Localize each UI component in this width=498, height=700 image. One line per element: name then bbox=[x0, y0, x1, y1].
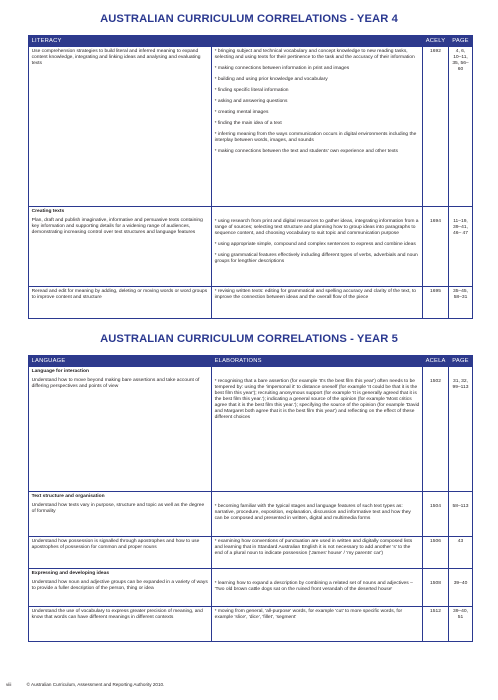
year4-correlation-table bbox=[28, 35, 473, 319]
curriculum-code: 1504 bbox=[423, 492, 449, 537]
page-reference: 4, 6, 10–11, 35, 56–60 bbox=[449, 47, 473, 207]
table-row bbox=[29, 569, 473, 607]
table-row bbox=[29, 47, 473, 207]
page-header: PAGE bbox=[449, 356, 473, 367]
strand-header: LANGUAGE bbox=[29, 356, 212, 367]
elaboration-item: * creating mental images bbox=[214, 109, 269, 115]
elaborations-header: ELABORATIONS bbox=[212, 356, 423, 367]
content-description: Use comprehension strategies to build literal and inferred meaning to expand content knowledge, integrating and linking ideas and analysing and evaluating texts bbox=[31, 49, 201, 67]
page-reference: 43 bbox=[449, 537, 473, 569]
section-heading: Text structure and organisation bbox=[31, 494, 105, 500]
page-number: viii bbox=[6, 682, 12, 687]
elaboration-item: * asking and answering questions bbox=[214, 98, 288, 104]
elaborations-cell bbox=[212, 207, 423, 287]
content-description-cell bbox=[29, 607, 212, 642]
table-row bbox=[29, 537, 473, 569]
curriculum-code: 1502 bbox=[423, 367, 449, 492]
copyright-notice: © Australian Curriculum, Assessment and Reporting Authority 2010. bbox=[26, 682, 165, 687]
content-description: Reread and edit for meaning by adding, deleting or moving words or word groups to improve content and structure bbox=[31, 289, 208, 301]
elaboration-item: * finding the main idea of a text bbox=[214, 120, 282, 126]
content-description-cell bbox=[29, 207, 212, 287]
year4-title: AUSTRALIAN CURRICULUM CORRELATIONS - YEAR 4 bbox=[100, 13, 398, 25]
header-row bbox=[29, 356, 473, 367]
curriculum-code: 1508 bbox=[423, 569, 449, 607]
table-row bbox=[29, 367, 473, 492]
year5-correlation-table bbox=[28, 355, 473, 642]
section-heading: Language for interaction bbox=[31, 369, 89, 375]
page-reference: 31, 32, 99–113 bbox=[449, 367, 473, 492]
elaboration-item: * building and using prior knowledge and vocabulary bbox=[214, 77, 328, 83]
elaboration-item: * bringing subject and technical vocabulary and concept knowledge to new reading tasks, selecting and using texts for their pertinence to the task and the accuracy of their information bbox=[214, 49, 415, 61]
elaboration-item: * using appropriate simple, compound and complex sentences to express and combine ideas bbox=[214, 242, 416, 248]
elaborations-cell bbox=[212, 537, 423, 569]
content-description: Understand the use of vocabulary to express greater precision of meaning, and know that words can have different meanings in different contexts bbox=[31, 609, 203, 621]
elaboration-item: * recognising that a bare assertion (for example 'It's the best film this year') often needs to be tempered by: using the 'impersonal it' to distance oneself (for example 'It could be that it is the best film this year'); recruiting anonymous support (for example 'It is generally agreed that it is the best film this year.'); indicating a general source of the opinion (for example 'Most critics agree that it is the best film this year.'); specifying the source of the opinion (for example 'David and Margaret both agree that it is the best film this year') and reflecting on the effect of these different choices bbox=[214, 379, 420, 420]
strand-header: LITERACY bbox=[29, 36, 212, 47]
code-header: ACELA bbox=[423, 356, 449, 367]
elaboration-item: * becoming familiar with the typical stages and language features of such text types as: narrative, procedure, exposition, explanation, discussion and informative text and how they can be composed and presented in written, digital and multimedia forms bbox=[214, 504, 411, 522]
elaboration-item: * learning how to expand a description by combining a related set of nouns and adjectives – 'Two old brown cattle dogs sat on the ruined front verandah of the deserted house' bbox=[214, 581, 413, 593]
elaborations-cell bbox=[212, 367, 423, 492]
content-description: Understand how noun and adjective groups can be expanded in a variety of ways to provide a fuller description of the person, thing or idea bbox=[31, 580, 208, 592]
curriculum-code: 1694 bbox=[423, 207, 449, 287]
table-row bbox=[29, 492, 473, 537]
elaboration-item: * revising written texts: editing for grammatical and spelling accuracy and clarity of the text, to improve the connection between ideas and the overall flow of the piece bbox=[214, 289, 417, 301]
content-description: Understand how to move beyond making bare assertions and take account of differing perspectives and points of view bbox=[31, 378, 200, 390]
elaborations-cell bbox=[212, 287, 423, 319]
curriculum-code: 1692 bbox=[423, 47, 449, 207]
elaborations-cell bbox=[212, 607, 423, 642]
content-description-cell bbox=[29, 47, 212, 207]
curriculum-code: 1506 bbox=[423, 537, 449, 569]
content-description-cell bbox=[29, 367, 212, 492]
table-row bbox=[29, 607, 473, 642]
section-heading: Creating texts bbox=[31, 209, 65, 215]
curriculum-code: 1512 bbox=[423, 607, 449, 642]
header-row bbox=[29, 36, 473, 47]
page-reference: 39–40 bbox=[449, 569, 473, 607]
elaboration-item: * examining how conventions of punctuation are used in written and digitally composed lists and learning that in Standard Australian English it is not necessary to add another 's' to the end of a plural noun to indicate possession ('James' house' / 'my parents' car') bbox=[214, 539, 413, 557]
content-description-cell bbox=[29, 569, 212, 607]
curriculum-code: 1695 bbox=[423, 287, 449, 319]
page-reference: 35–45, 58–31 bbox=[449, 287, 473, 319]
page-reference: 11–19, 39–41, 46– 47 bbox=[449, 207, 473, 287]
page-header: PAGE bbox=[449, 36, 473, 47]
page-reference: 39–40, 51 bbox=[449, 607, 473, 642]
content-description-cell bbox=[29, 492, 212, 537]
page-reference: 58–113 bbox=[449, 492, 473, 537]
elaboration-item: * making connections between the text and students' own experience and other texts bbox=[214, 148, 398, 154]
elaboration-item: * finding specific literal information bbox=[214, 88, 289, 93]
content-description: Understand how texts vary in purpose, structure and topic as well as the degree of formality bbox=[31, 503, 205, 515]
elaboration-item: * using grammatical features effectively including different types of verbs, adverbials and noun groups for lengthier descriptions bbox=[214, 253, 418, 264]
elaborations-cell bbox=[212, 47, 423, 207]
table-row bbox=[29, 287, 473, 319]
elaboration-item: * making connections between information in print and images bbox=[214, 66, 350, 72]
elaboration-item: * using research from print and digital resources to gather ideas, integrating information from a range of sources; selecting text structure and planning how to group ideas into paragraphs to sequence content, and choosing vocabulary to suit topic and communication purpose bbox=[214, 219, 419, 237]
content-description: Understand how possession is signalled through apostrophes and how to use apostrophes of possession for common and proper nouns bbox=[31, 539, 200, 551]
elaborations-cell bbox=[212, 492, 423, 537]
elaboration-item: * inferring meaning from the ways communication occurs in digital environments including the interplay between words, images, and sounds bbox=[214, 131, 417, 143]
code-header: ACELY bbox=[423, 36, 449, 47]
elaborations-header bbox=[212, 36, 423, 47]
year5-title: AUSTRALIAN CURRICULUM CORRELATIONS - YEAR 5 bbox=[100, 333, 398, 345]
content-description: Plan, draft and publish imaginative, informative and persuasive texts containing key information and supporting details for a widening range of audiences, demonstrating increasing control over text structures and language features bbox=[31, 218, 203, 236]
page-footer bbox=[6, 682, 164, 687]
content-description-cell bbox=[29, 537, 212, 569]
table-row bbox=[29, 207, 473, 287]
section-heading: Expressing and developing ideas bbox=[31, 571, 110, 577]
elaboration-item: * moving from general, 'all-purpose' words, for example 'cut' to more specific words, for example 'slice', 'dice', 'fillet', 'segment' bbox=[214, 609, 403, 621]
elaborations-cell bbox=[212, 569, 423, 607]
content-description-cell bbox=[29, 287, 212, 319]
